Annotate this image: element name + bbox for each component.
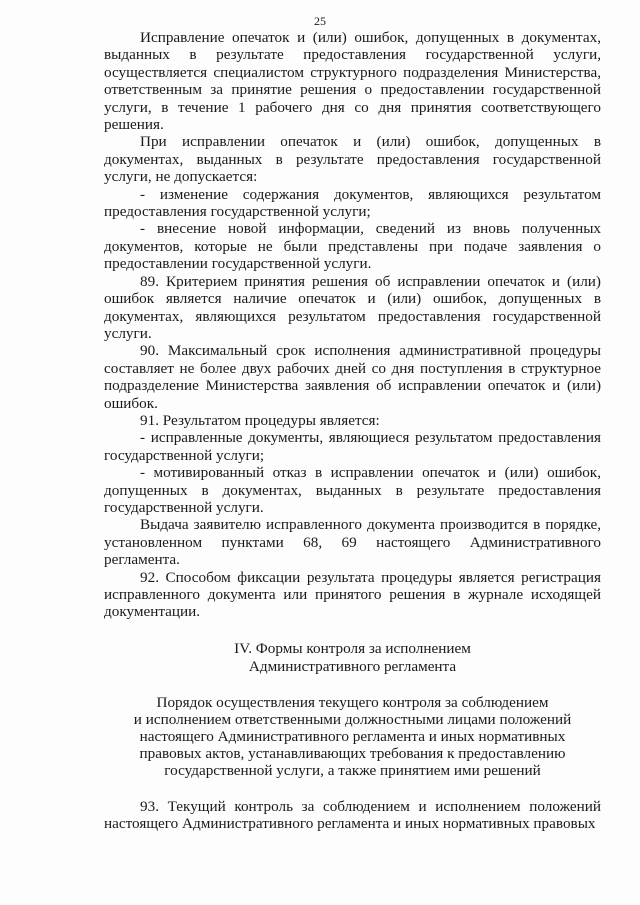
paragraph-92-fixation: 92. Способом фиксации результата процедуры является регистрация исправленного документа или принятого решения в журнале исходящей документации. xyxy=(104,568,601,621)
tail-text xyxy=(104,798,601,833)
paragraph-not-allowed-intro: При исправлении опечаток и (или) ошибок, допущенных в документах, выданных в результате предоставления государственной услуги, не допускается: xyxy=(104,133,601,186)
page-number: 25 xyxy=(314,14,326,28)
list-item-content-change: - изменение содержания документов, являющихся результатом предоставления государственной услуги; xyxy=(104,185,601,221)
subsection-heading-line: и исполнением ответственными должностными лицами положений xyxy=(133,711,572,728)
paragraph-91-result: 91. Результатом процедуры является: xyxy=(140,411,380,429)
list-item-motivated-refusal: - мотивированный отказ в исправлении опечаток и (или) ошибок, допущенных в документах, выданных в результате предоставления государственной услуги. xyxy=(104,464,601,516)
paragraph-issuance: Выдача заявителю исправленного документа производится в порядке, установленном пунктами 68, 69 настоящего Административного регламента. xyxy=(104,516,601,569)
section-heading-line: IV. Формы контроля за исполнением xyxy=(234,640,471,657)
section-heading xyxy=(104,640,601,676)
list-item-new-information: - внесение новой информации, сведений из вновь полученных документов, которые не были представлены при подаче заявления о предоставлении государственной услуги. xyxy=(104,220,601,273)
body-text xyxy=(104,29,601,621)
paragraph-90-max-term: 90. Максимальный срок исполнения административной процедуры составляет не более двух рабочих дней со дня поступления в структурное подразделение Министерства заявления об исправлении опечаток и (или) ошибок. xyxy=(104,342,601,412)
section-heading-line: Административного регламента xyxy=(248,658,457,675)
paragraph-93-current-control: 93. Текущий контроль за соблюдением и исполнением положений настоящего Административного регламента и иных нормативных правовых xyxy=(104,798,601,833)
subsection-heading-line: Порядок осуществления текущего контроля за соблюдением xyxy=(156,694,549,711)
subsection-heading-line: правовых актов, устанавливающих требования к предоставлению xyxy=(139,745,566,762)
paragraph-89-criterion: 89. Критерием принятия решения об исправлении опечаток и (или) ошибок является наличие опечаток и (или) ошибок, допущенных в документах, являющихся результатом предоставления государственной услуги. xyxy=(104,272,601,342)
subsection-heading-line: настоящего Административного регламента и иных нормативных xyxy=(139,728,566,745)
subsection-heading-line: государственной услуги, а также принятием ими решений xyxy=(164,762,541,779)
paragraph-correction-performer: Исправление опечаток и (или) ошибок, допущенных в документах, выданных в результате предоставления государственной услуги, осуществляется специалистом структурного подразделения Министерства, ответственным за принятие решения о предоставлении государственной услуги, в течение 1 рабочего дня со дня принятия соответствующего решения. xyxy=(104,29,601,134)
list-item-corrected-documents: - исправленные документы, являющиеся результатом предоставления государственной услуги; xyxy=(104,429,601,464)
subsection-heading xyxy=(104,694,601,779)
